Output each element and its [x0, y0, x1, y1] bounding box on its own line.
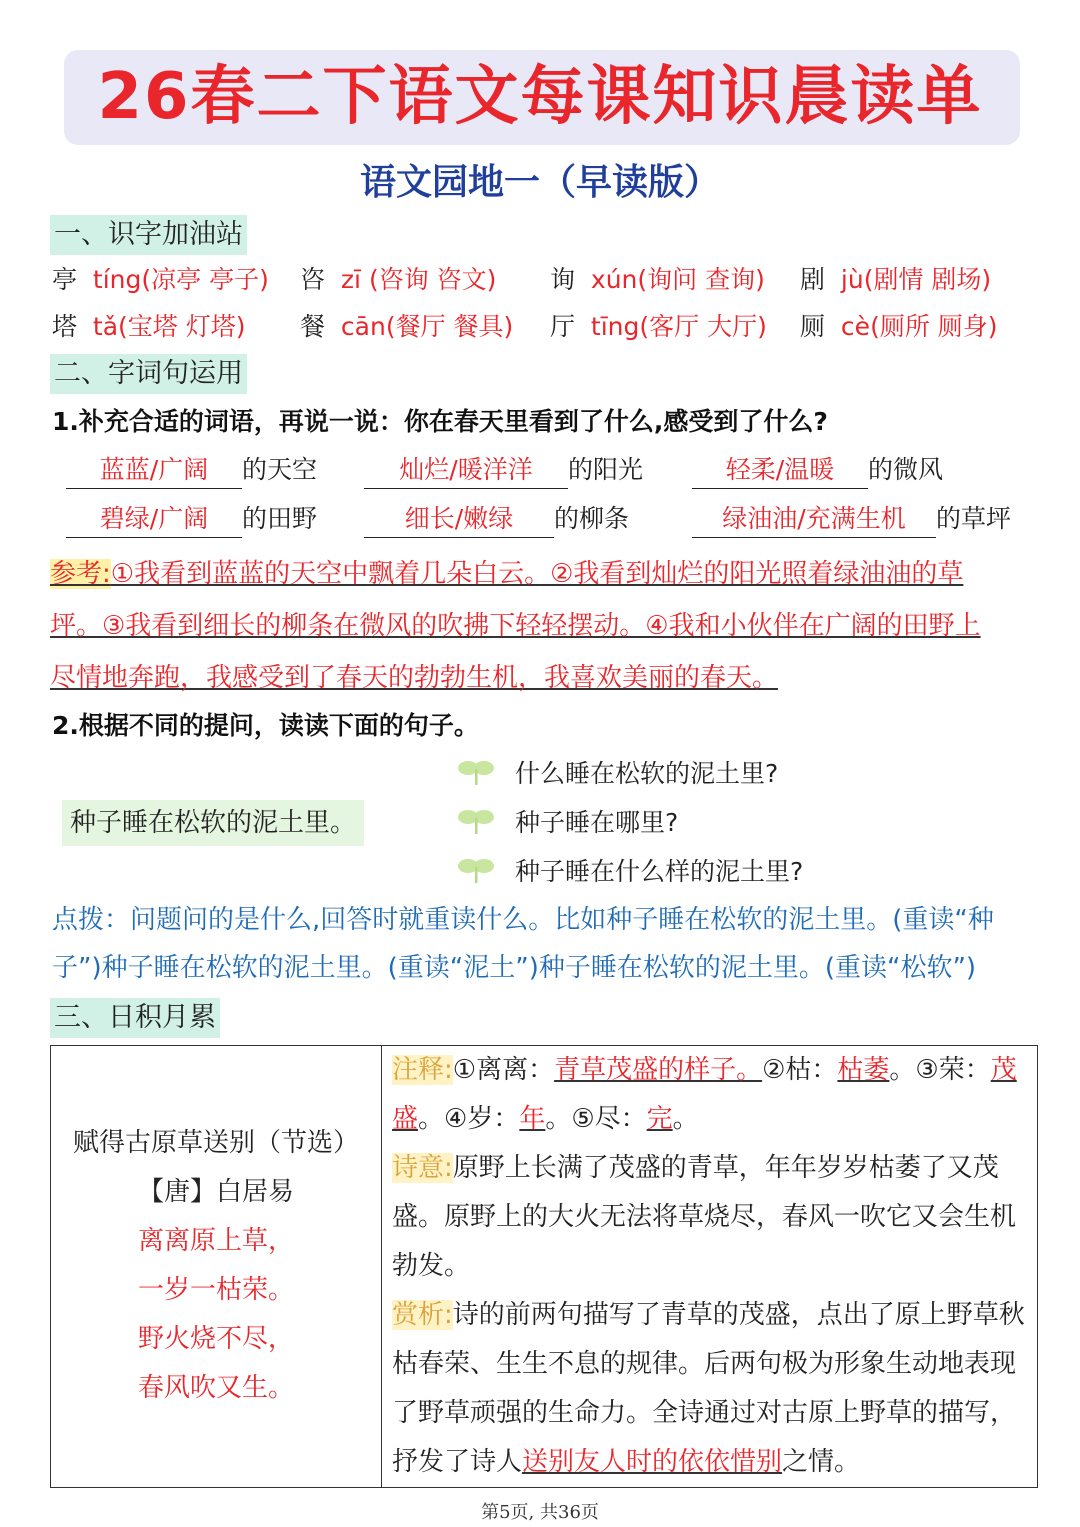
- section-heading-2: 二、字词句运用: [50, 354, 247, 394]
- reference-line: 坪。③我看到细长的柳条在微风的吹拂下轻轻摆动。④我和小伙伴在广阔的田野上: [50, 611, 981, 641]
- reference-label: 参考:: [50, 559, 111, 589]
- poem-line: 春风吹又生。: [137, 1373, 294, 1403]
- fill-blank: 轻柔/温暖 的微风: [692, 452, 943, 489]
- page-subtitle: 语文园地一（早读版）: [359, 162, 720, 203]
- char-item: 厅 tīng(客厅 大厅): [550, 312, 767, 341]
- poem-title: 赋得古原草送别（节选）: [72, 1128, 359, 1158]
- fill-blank: 灿烂/暖洋洋 的阳光: [364, 452, 643, 489]
- question-item: 种子睡在哪里?: [515, 808, 679, 837]
- char-item: 剧 jù(剧情 剧场): [800, 265, 992, 294]
- fill-blank: 绿油油/充满生机 的草坪: [692, 501, 1011, 538]
- sprout-icon: [458, 806, 494, 840]
- fill-answer: 灿烂/暖洋洋: [364, 452, 568, 489]
- meaning-label: 诗意:: [392, 1153, 453, 1183]
- fill-answer: 绿油油/充满生机: [692, 501, 936, 538]
- example-sentence: 种子睡在松软的泥土里。: [62, 800, 364, 846]
- page-number: 第5页, 共36页: [481, 1502, 599, 1523]
- poem-line: 野火烧不尽，: [137, 1324, 294, 1354]
- poem-line: 一岁一枯荣。: [137, 1275, 294, 1305]
- char-item: 餐 cān(餐厅 餐具): [300, 312, 514, 341]
- poem-cell: [51, 1046, 382, 1488]
- question-item: 什么睡在松软的泥土里?: [515, 759, 779, 788]
- notes-block: 注释:①离离：青草茂盛的样子。②枯：枯萎。③荣：茂盛。④岁：年。⑤尽：完。: [392, 1055, 1017, 1134]
- section-heading-3: 三、日积月累: [50, 998, 220, 1038]
- fill-answer: 细长/嫩绿: [364, 501, 554, 538]
- fill-answer: 轻柔/温暖: [692, 452, 868, 489]
- tip-line: 点拨：问题问的是什么,回答时就重读什么。比如种子睡在松软的泥土里。(重读“种: [52, 905, 994, 935]
- reference-line: 尽情地奔跑，我感受到了春天的勃勃生机，我喜欢美丽的春天。: [50, 663, 779, 693]
- page-title: 26春二下语文每课知识晨读单: [97, 60, 983, 134]
- fill-answer: 蓝蓝/广阔: [66, 452, 242, 489]
- sprout-icon: [458, 757, 494, 791]
- poem-author: 【唐】白居易: [137, 1177, 294, 1207]
- fill-blank: 蓝蓝/广阔 的天空: [66, 452, 317, 489]
- question-1: 1.补充合适的词语，再说一说：你在春天里看到了什么,感受到了什么?: [52, 407, 828, 436]
- question-2: 2.根据不同的提问，读读下面的句子。: [52, 711, 479, 740]
- reference-answer: 参考:①我看到蓝蓝的天空中飘着几朵白云。②我看到灿烂的阳光照着绿油油的草 坪。③我看到细长的柳条在微风的吹拂下轻轻摆动。④我和小伙伴在广阔的田野上 尽情地奔跑，我感受到了春天的勃勃生机，我喜欢美丽的春天。: [50, 548, 1040, 704]
- char-item: 亭 tíng(凉亭 亭子): [52, 265, 269, 294]
- question-item: 种子睡在什么样的泥土里?: [515, 857, 804, 886]
- char-item: 咨 zī (咨询 咨文): [300, 265, 497, 294]
- fill-blank: 碧绿/广阔 的田野: [66, 501, 317, 538]
- poem-line: 离离原上草，: [137, 1226, 294, 1256]
- analysis-label: 赏析:: [392, 1300, 453, 1330]
- notes-cell: [382, 1046, 1038, 1488]
- fill-answer: 碧绿/广阔: [66, 501, 242, 538]
- fill-blank: 细长/嫩绿 的柳条: [364, 501, 629, 538]
- tip-line: 子”)种子睡在松软的泥土里。(重读“泥土”)种子睡在松软的泥土里。(重读“松软”): [52, 953, 977, 983]
- tip-box: [52, 896, 1042, 992]
- char-item: 塔 tǎ(宝塔 灯塔): [52, 312, 246, 341]
- notes-label: 注释:: [392, 1055, 453, 1085]
- section-heading-1: 一、识字加油站: [50, 215, 247, 255]
- sprout-icon: [458, 855, 494, 889]
- meaning-block: 诗意:原野上长满了茂盛的青草，年年岁岁枯萎了又茂盛。原野上的大火无法将草烧尽，春风一吹它又会生机勃发。: [392, 1153, 1017, 1281]
- char-item: 询 xún(询问 查询): [550, 265, 765, 294]
- char-item: 厕 cè(厕所 厕身): [800, 312, 998, 341]
- analysis-block: 赏析:诗的前两句描写了青草的茂盛，点出了原上野草秋枯春荣、生生不息的规律。后两句极为形象生动地表现了野草顽强的生命力。全诗通过对古原上野草的描写，抒发了诗人送别友人时的依依惜别之情。: [392, 1300, 1025, 1477]
- poem-table: [50, 1045, 1038, 1488]
